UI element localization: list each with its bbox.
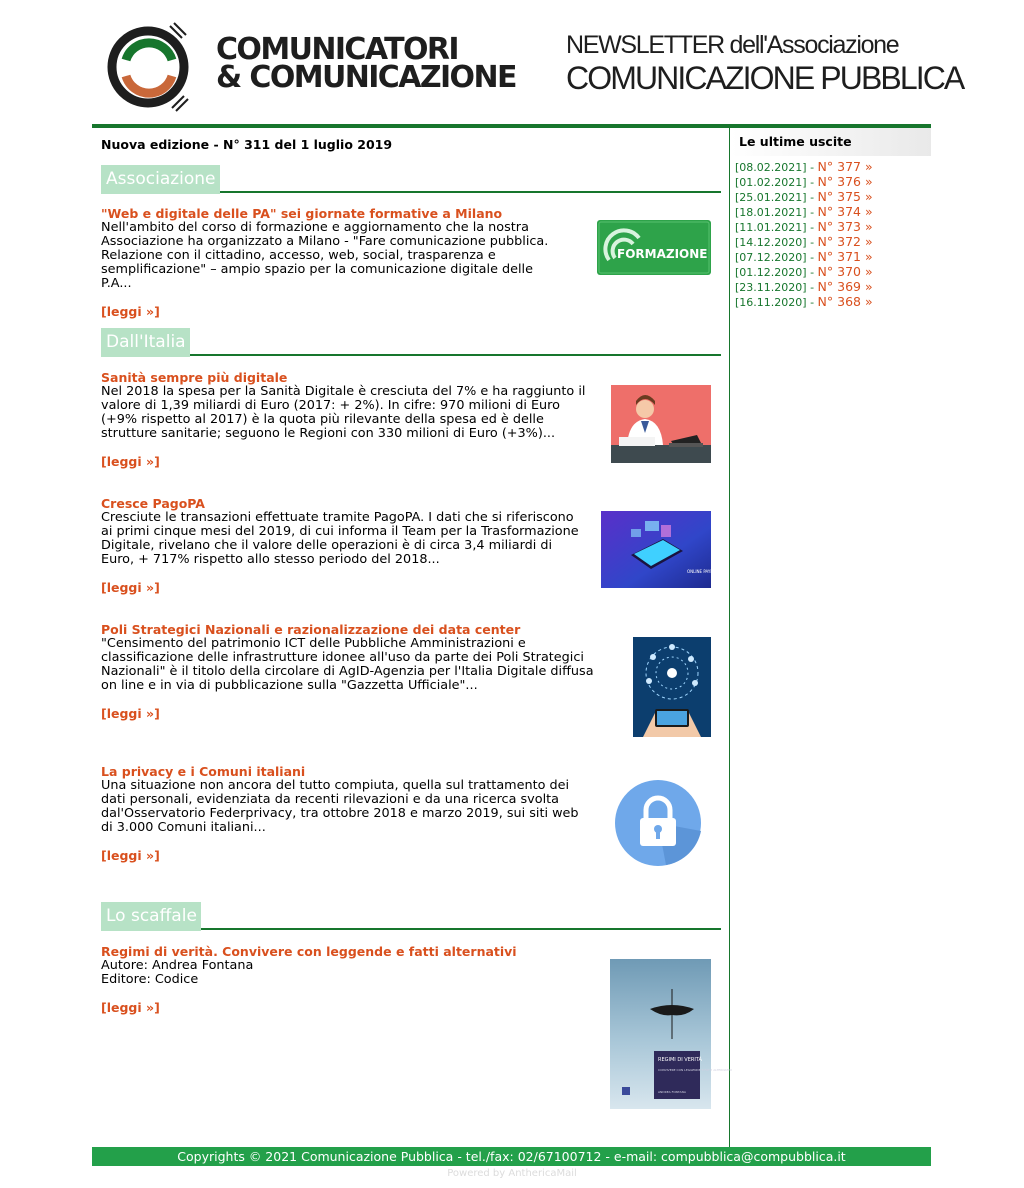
read-more-link[interactable]: [leggi »] — [101, 1000, 160, 1015]
brand-title-line2: & COMUNICAZIONE — [216, 60, 516, 95]
newsletter-header — [92, 0, 964, 124]
issue-separator: - — [806, 296, 818, 309]
issue-separator: - — [806, 281, 818, 294]
privacy-lock-image — [611, 779, 705, 867]
column-divider — [729, 128, 730, 1148]
book-cover-title: REGIMI DI VERITÀ — [658, 1057, 702, 1063]
newsletter-title — [566, 30, 963, 96]
sidebar-heading: Le ultime uscite — [731, 128, 931, 156]
issue-separator: - — [806, 221, 818, 234]
book-cover-image — [610, 959, 733, 1109]
section-header-lo-scaffale — [101, 902, 721, 931]
issue-separator: - — [806, 191, 818, 204]
issue-link[interactable] — [735, 190, 931, 205]
section-rule — [101, 354, 721, 356]
newsletter-title-line1: NEWSLETTER dell'Associazione — [566, 31, 899, 59]
issue-link[interactable] — [735, 220, 931, 235]
online-payment-image — [601, 511, 722, 588]
issue-link[interactable] — [735, 175, 931, 190]
issue-date: [25.01.2021] — [735, 191, 807, 204]
article-item — [101, 497, 721, 596]
section-label: Associazione — [101, 165, 220, 194]
data-center-image — [633, 637, 711, 737]
read-more-link[interactable]: [leggi »] — [101, 848, 160, 863]
powered-by-label: Powered by AnthericaMail — [447, 1168, 577, 1179]
issue-number[interactable]: N° 373 » — [817, 219, 873, 234]
issue-date: [11.01.2021] — [735, 221, 807, 234]
issue-separator: - — [806, 251, 818, 264]
issue-number[interactable]: N° 376 » — [817, 174, 873, 189]
section-label: Lo scaffale — [101, 902, 201, 931]
issue-date: [14.12.2020] — [735, 236, 807, 249]
article-title-link[interactable]: "Web e digitale delle PA" sei giornate formative a Milano — [101, 206, 503, 221]
article-summary: Nel 2018 la spesa per la Sanità Digitale è cresciuta del 7% e ha raggiunto il valore di 1,39 miliardi di Euro (2017: + 2%). In cifre: 970 milioni di Euro (+9% rispetto al 2017) è la quota più rilevante della spesa ed è delle strutture sanitarie; seguono le Regioni con 330 milioni di Euro (+3%)... — [101, 384, 586, 441]
issue-date: [16.11.2020] — [735, 296, 807, 309]
book-author: Autore: Andrea Fontana — [101, 958, 254, 973]
book-publisher: Editore: Codice — [101, 972, 199, 987]
section-header-dall-italia — [101, 328, 721, 357]
read-more-link[interactable]: [leggi »] — [101, 580, 160, 595]
issue-link[interactable] — [735, 250, 931, 265]
article-title-link[interactable]: La privacy e i Comuni italiani — [101, 764, 306, 779]
issue-link[interactable] — [735, 160, 931, 175]
issue-number[interactable]: N° 370 » — [817, 264, 873, 279]
read-more-link[interactable]: [leggi »] — [101, 304, 160, 319]
article-summary: Una situazione non ancora del tutto compiuta, quella sul trattamento dei dati personali, evidenziata da recenti rilevazioni e da una ricerca svolta dal'Osservatorio Federprivacy, tra ottobre 2018 e marzo 2019, sui siti web di 3.000 Comuni italiani... — [101, 778, 579, 835]
issue-link[interactable] — [735, 265, 931, 280]
issue-separator: - — [806, 206, 818, 219]
book-cover-subtitle: CONVIVERE CON LEGGENDE E FATTI ALTERNATIVI — [658, 1068, 733, 1072]
article-summary: Cresciute le transazioni effettuate tramite PagoPA. I dati che si riferiscono ai primi cinque mesi del 2019, di cui informa il Team per la Trasformazione Digitale, rivelano che il valore delle operazioni è di circa 3,4 miliardi di Euro, + 717% rispetto allo stesso periodo del 2018... — [101, 510, 579, 567]
article-title-link[interactable]: Cresce PagoPA — [101, 496, 205, 511]
article-item — [101, 765, 721, 864]
brand-title — [216, 32, 516, 95]
issue-date: [07.12.2020] — [735, 251, 807, 264]
newsletter-title-line2: COMUNICAZIONE PUBBLICA — [566, 60, 964, 96]
issue-number[interactable]: N° 377 » — [817, 159, 873, 174]
article-title-link[interactable]: Sanità sempre più digitale — [101, 370, 288, 385]
issue-link[interactable] — [735, 280, 931, 295]
sidebar — [731, 128, 931, 310]
issue-number[interactable]: N° 375 » — [817, 189, 873, 204]
article-item — [101, 207, 721, 320]
issue-link[interactable] — [735, 235, 931, 250]
article-title-link[interactable]: Poli Strategici Nazionali e razionalizzazione dei data center — [101, 622, 521, 637]
issue-separator: - — [806, 161, 818, 174]
issue-link[interactable] — [735, 205, 931, 220]
issue-date: [01.12.2020] — [735, 266, 807, 279]
section-header-associazione — [101, 165, 721, 194]
issue-date: [23.11.2020] — [735, 281, 807, 294]
article-title-link[interactable]: Regimi di verità. Convivere con leggende e fatti alternativi — [101, 944, 517, 959]
issue-date: [18.01.2021] — [735, 206, 807, 219]
article-item — [101, 371, 721, 470]
issue-date: [01.02.2021] — [735, 176, 807, 189]
read-more-link[interactable]: [leggi »] — [101, 706, 160, 721]
book-cover-author: ANDREA FONTANA — [658, 1090, 686, 1094]
issue-number[interactable]: N° 369 » — [817, 279, 873, 294]
read-more-link[interactable]: [leggi »] — [101, 454, 160, 469]
formazione-image — [597, 220, 711, 275]
issue-number[interactable]: N° 374 » — [817, 204, 873, 219]
issue-separator: - — [806, 176, 818, 189]
issue-number[interactable]: N° 368 » — [817, 294, 873, 309]
issue-number[interactable]: N° 372 » — [817, 234, 873, 249]
brand-title-line1: COMUNICATORI — [216, 32, 458, 67]
article-item — [101, 623, 721, 722]
issue-separator: - — [806, 266, 818, 279]
edition-label: Nuova edizione - N° 311 del 1 luglio 2019 — [101, 137, 393, 152]
formazione-image-label: FORMAZIONE — [617, 247, 708, 261]
issue-list — [731, 160, 931, 310]
article-summary: "Censimento del patrimonio ICT delle Pubbliche Amministrazioni e classificazione delle infrastrutture idonee all'uso da parte dei Poli Strategici Nazionali" è il titolo della circolare di AgID-Agenzia per l'Italia Digitale diffusa on line e in via di pubblicazione sulla "Gazzetta Ufficiale"... — [101, 636, 594, 693]
online-payment-image-label: ONLINE PAYMENT — [687, 569, 722, 574]
issue-link[interactable] — [735, 295, 931, 310]
issue-date: [08.02.2021] — [735, 161, 807, 174]
issue-separator: - — [806, 236, 818, 249]
digital-health-image — [611, 385, 711, 463]
footer-bar: Copyrights © 2021 Comunicazione Pubblica - tel./fax: 02/67100712 - e-mail: compubblica@compubblica.it — [92, 1147, 931, 1166]
logo-mark-icon — [108, 20, 194, 112]
issue-number[interactable]: N° 371 » — [817, 249, 873, 264]
article-item — [101, 944, 733, 1094]
section-label: Dall'Italia — [101, 328, 190, 357]
article-summary: Nell'ambito del corso di formazione e aggiornamento che la nostra Associazione ha organizzato a Milano - "Fare comunicazione pubblica. Relazione con il cittadino, accesso, web, social, trasparenza e semplificazione" – ampio spazio per la comunicazione digitale delle P.A... — [101, 220, 549, 291]
